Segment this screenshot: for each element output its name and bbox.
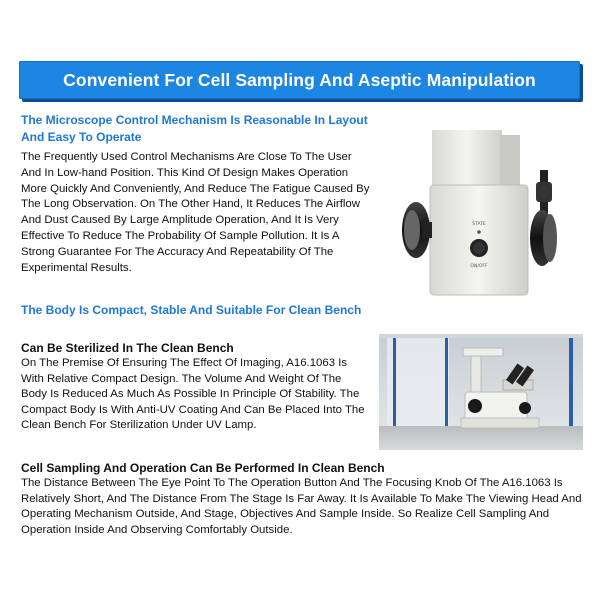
control-mechanism-heading: The Microscope Control Mechanism Is Reasonable In Layout And Easy To Operate bbox=[21, 113, 368, 144]
cell-sampling-paragraph: The Distance Between The Eye Point To The Operation Button And The Focusing Knob Of The A16.1063 Is Relatively Short, And The Distance From The Stage Is Far Away. It Is Available To Make The Viewing Head And Operating Mechanism Outside, And Stage, Objectives And Sample Inside. So Realize Cell Sampling And Operation Inside And Observing Comfortably Outside. bbox=[21, 477, 582, 536]
compact-body-heading: The Body Is Compact, Stable And Suitable For Clean Bench bbox=[21, 303, 362, 317]
onoff-label: ON/OFF bbox=[470, 264, 488, 269]
banner-title: Convenient For Cell Sampling And Aseptic Manipulation bbox=[63, 69, 536, 90]
clean-bench-image bbox=[379, 334, 583, 450]
state-label: STATE bbox=[472, 222, 486, 227]
microscope-control-image bbox=[392, 130, 572, 300]
control-mechanism-paragraph: The Frequently Used Control Mechanisms Are Close To The User And In Low-hand Position. This Kind Of Design Makes Operation More Quickly And Conveniently, And Reduce The Fatigue Caused By The Long Observation. On The Other Hand, It Reduces The Airflow And Dust Caused By Large Amplitude Operation, And It Is Very Effective To Reduce The Probability Of Sample Pollution. It Is A Strong Guarantee For The Accuracy And Repeatability Of The Experimental Results. bbox=[21, 151, 370, 274]
sterilize-heading: Can Be Sterilized In The Clean Bench bbox=[21, 341, 234, 355]
cell-sampling-heading: Cell Sampling And Operation Can Be Performed In Clean Bench bbox=[21, 461, 385, 475]
section-banner bbox=[19, 61, 580, 99]
sterilize-paragraph: On The Premise Of Ensuring The Effect Of Imaging, A16.1063 Is With Relative Compact Design. The Volume And Weight Of The Body Is Reduced As Much As Possible In Principle Of Stability. The Compact Body Is With Anti-UV Coating And Can Be Placed Into The Clean Bench For Sterilization Under UV Lamp. bbox=[21, 357, 365, 432]
